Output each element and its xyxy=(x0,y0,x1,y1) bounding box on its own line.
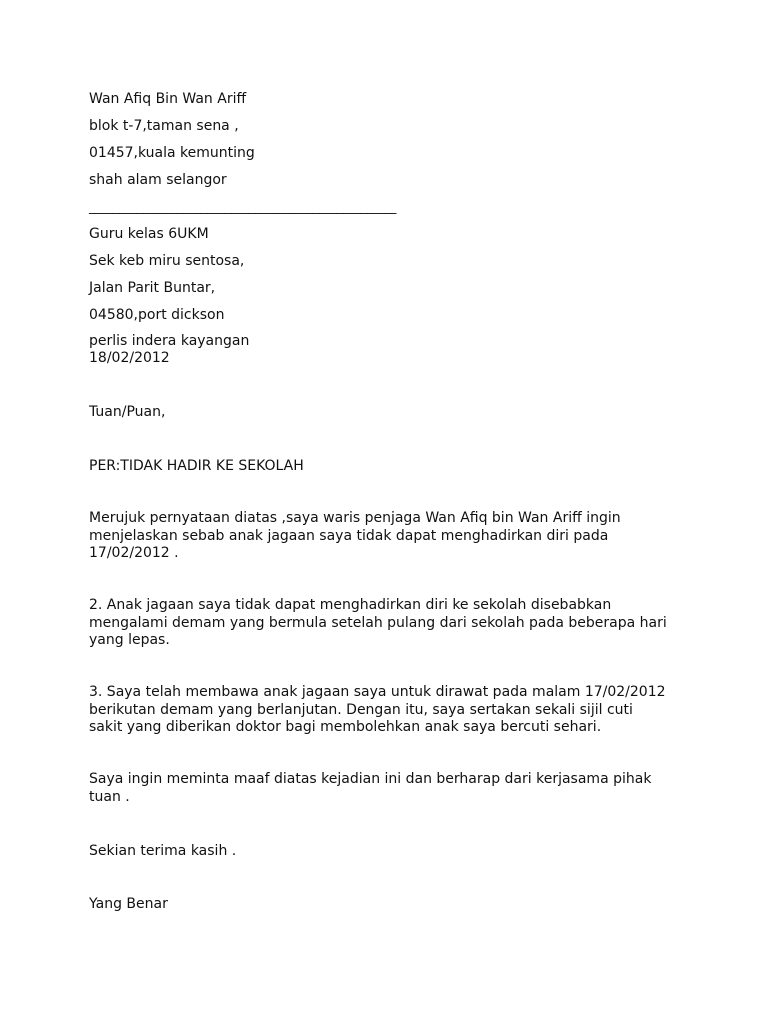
paragraph-1: Merujuk pernyataan diatas ,saya waris penjaga Wan Afiq bin Wan Ariff ingin menjelaskan sebab anak jagaan saya tidak dapat menghadirkan diri pada 17/02/2012 . xyxy=(89,510,621,561)
sender-address-line-2: 01457,kuala kemunting xyxy=(89,145,255,161)
recipient-line-4: 04580,port dickson xyxy=(89,307,225,323)
salutation: Tuan/Puan, xyxy=(89,404,166,420)
sender-address-line-3: shah alam selangor xyxy=(89,172,227,188)
letter-date: 18/02/2012 xyxy=(89,350,170,366)
separator-line: ____________________________________________________ xyxy=(89,200,396,215)
paragraph-4: Saya ingin meminta maaf diatas kejadian ini dan berharap dari kerjasama pihak tuan . xyxy=(89,771,652,805)
sender-name: Wan Afiq Bin Wan Ariff xyxy=(89,91,247,107)
recipient-line-1: Guru kelas 6UKM xyxy=(89,226,209,242)
recipient-line-5: perlis indera kayangan xyxy=(89,333,250,349)
recipient-line-3: Jalan Parit Buntar, xyxy=(89,280,216,296)
sender-address-line-1: blok t-7,taman sena , xyxy=(89,118,239,134)
paragraph-2: 2. Anak jagaan saya tidak dapat menghadirkan diri ke sekolah disebabkan mengalami demam yang bermula setelah pulang dari sekolah pada beberapa hari yang lepas. xyxy=(89,597,667,648)
recipient-line-2: Sek keb miru sentosa, xyxy=(89,253,245,269)
paragraph-3: 3. Saya telah membawa anak jagaan saya untuk dirawat pada malam 17/02/2012 berikutan demam yang berlanjutan. Dengan itu, saya sertakan sekali sijil cuti sakit yang diberikan doktor bagi membolehkan anak saya bercuti sehari. xyxy=(89,684,666,735)
closing-line: Sekian terima kasih . xyxy=(89,843,237,859)
letter-subject: PER:TIDAK HADIR KE SEKOLAH xyxy=(89,458,304,474)
sign-off: Yang Benar xyxy=(89,896,168,912)
